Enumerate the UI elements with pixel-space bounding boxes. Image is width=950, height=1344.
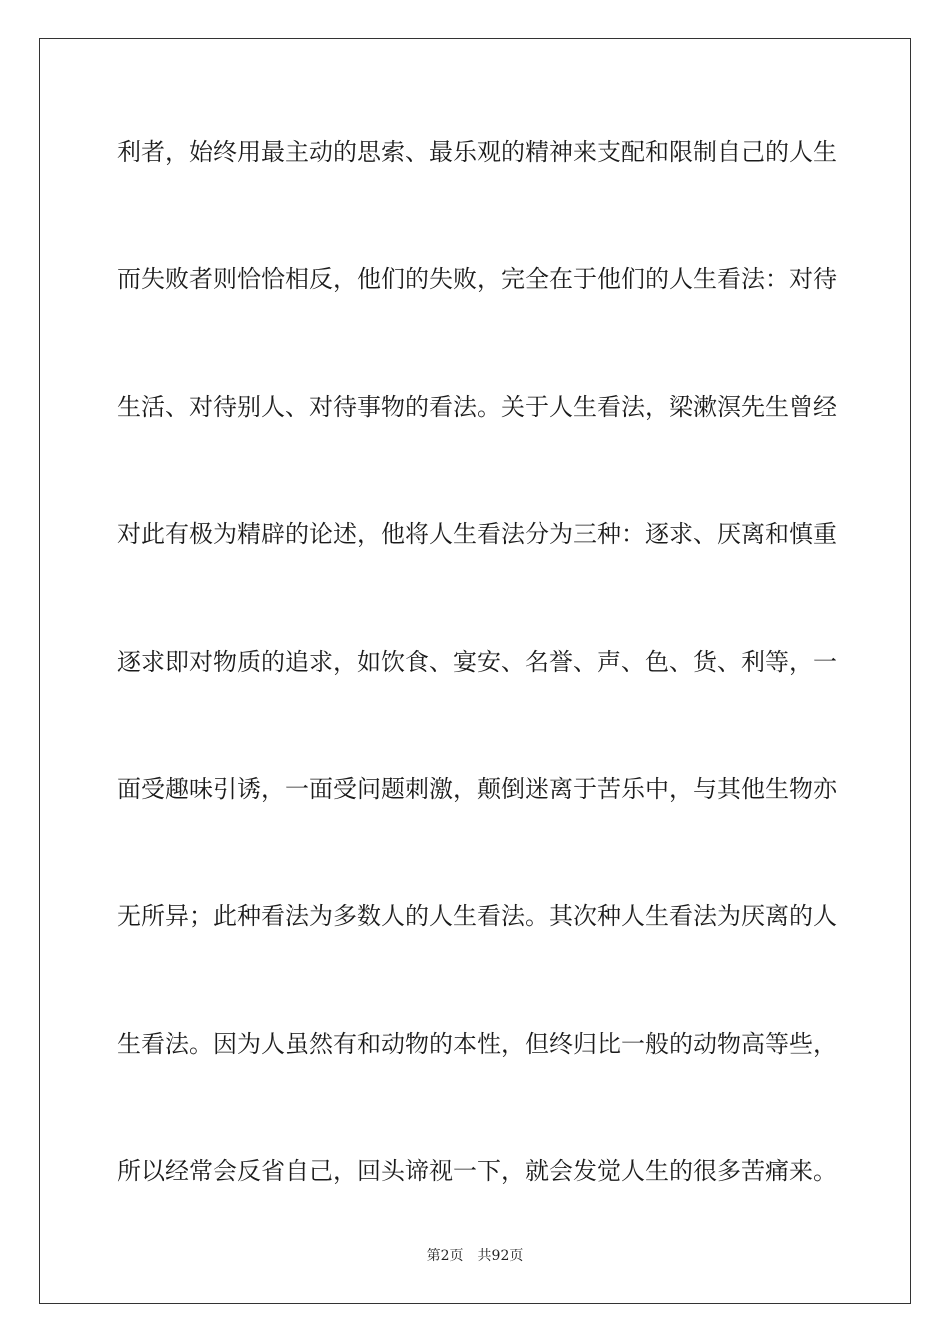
text-line-1: 利者，始终用最主动的思索、最乐观的精神来支配和限制自己的人生 — [117, 138, 837, 166]
text-line-8: 生看法。因为人虽然有和动物的本性，但终归比一般的动物高等些， — [117, 1029, 837, 1058]
page-footer — [0, 1246, 950, 1266]
text-line-9: 所以经常会反省自己，回头谛视一下，就会发觉人生的很多苦痛来。 — [117, 1157, 837, 1186]
text-line-5: 逐求即对物质的追求，如饮食、宴安、名誉、声、色、货、利等，一 — [117, 647, 837, 676]
document-body — [117, 125, 837, 1272]
page-total: 共92页 — [477, 1248, 524, 1264]
text-line-2: 而失败者则恰恰相反，他们的失败，完全在于他们的人生看法：对待 — [117, 265, 837, 294]
text-line-6: 面受趣味引诱，一面受问题刺激，颠倒迷离于苦乐中，与其他生物亦 — [117, 774, 837, 803]
text-line-7: 无所异；此种看法为多数人的人生看法。其次种人生看法为厌离的人 — [117, 902, 837, 931]
text-line-4: 对此有极为精辟的论述，他将人生看法分为三种：逐求、厌离和慎重 — [117, 520, 837, 549]
text-line-3: 生活、对待别人、对待事物的看法。关于人生看法，梁漱溟先生曾经 — [117, 392, 837, 421]
page-number: 第2页 — [426, 1248, 464, 1264]
